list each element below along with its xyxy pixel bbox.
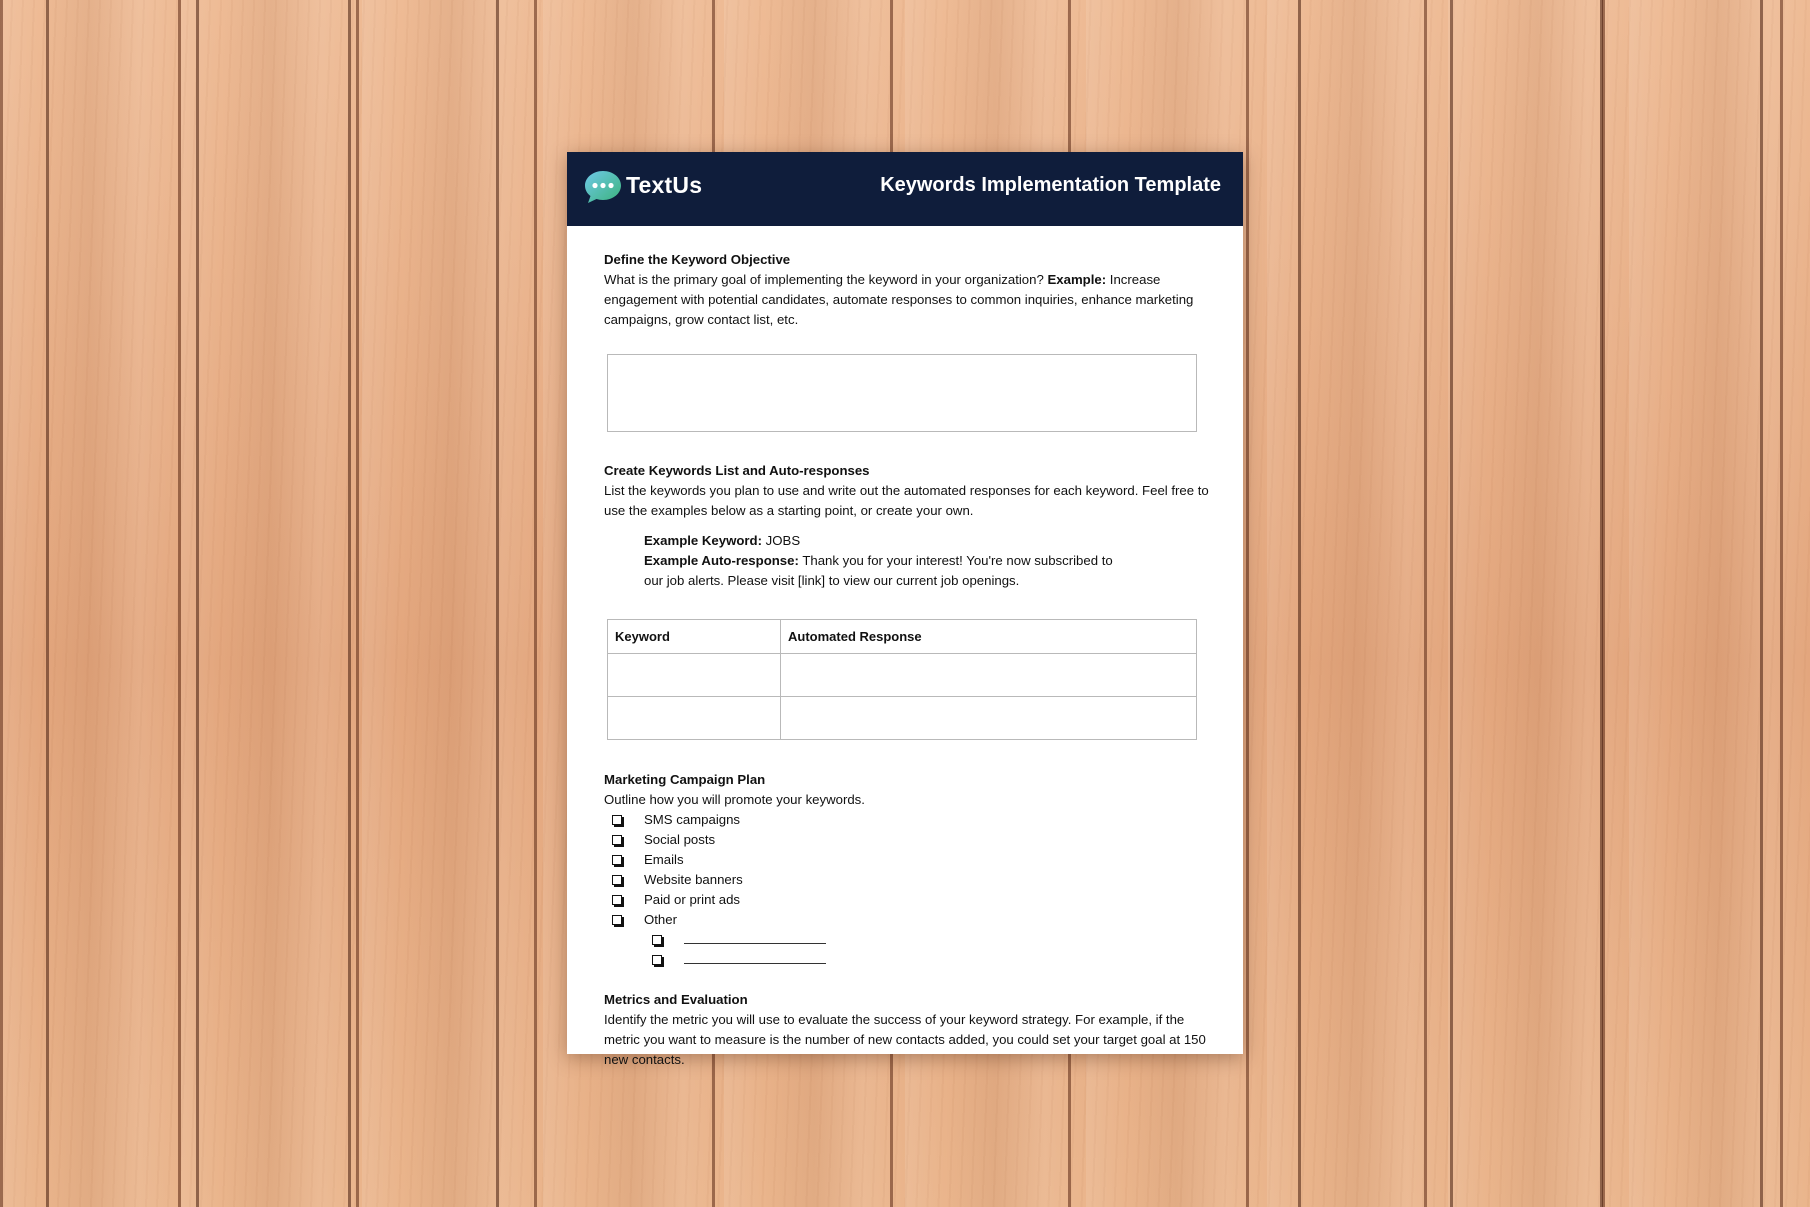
list-item (604, 910, 1210, 930)
section-desc-metrics: Identify the metric you will use to evaluate the success of your keyword strategy. For example, if the metric you want to measure is the number of new contacts added, you could set your target goal at 150 new contacts. (604, 1012, 1206, 1067)
checkbox-icon[interactable] (612, 855, 622, 865)
example-keyword-value: JOBS (765, 533, 801, 548)
list-item (604, 950, 1210, 970)
chat-bubble-icon (584, 170, 622, 204)
table-row (608, 697, 1197, 740)
other-sublist (604, 930, 1210, 970)
blank-fill-line[interactable] (684, 931, 826, 944)
wood-plank-seam (1600, 0, 1603, 1207)
list-item (604, 810, 1210, 830)
desc-text: Increase engagement with potential candidates, automate responses to common inquiries, enhance marketing campaigns, grow contact list, etc. (604, 272, 1194, 327)
list-item (604, 830, 1210, 850)
checkbox-icon[interactable] (612, 815, 622, 825)
wood-plank-seam (1760, 0, 1763, 1207)
desc-bold: Example: (1047, 272, 1107, 287)
example-keyword (644, 531, 1114, 551)
document-page (567, 152, 1243, 1067)
list-item-label: Social posts (644, 832, 716, 847)
wood-plank-seam (196, 0, 199, 1207)
section-title-marketing: Marketing Campaign Plan (604, 772, 766, 787)
section-desc-keywords: List the keywords you plan to use and write out the automated responses for each keyword. Feel free to use the examples below as a starting point, or create your own. (604, 483, 1209, 518)
checkbox-icon[interactable] (612, 835, 622, 845)
list-item (604, 850, 1210, 870)
example-keyword-label: Example Keyword: (644, 533, 762, 548)
blank-fill-line[interactable] (684, 951, 826, 964)
checkbox-icon[interactable] (612, 875, 622, 885)
table-row (608, 654, 1197, 697)
document-header (567, 152, 1243, 226)
keyword-cell[interactable] (608, 697, 781, 740)
brand-logo-text: TextUs (626, 172, 703, 198)
document-title: Keywords Implementation Template (880, 174, 1221, 196)
section-desc-objective (604, 270, 1210, 330)
wood-plank-seam (46, 0, 49, 1207)
document-content (604, 250, 1210, 1070)
marketing-checklist (604, 810, 1210, 930)
wood-plank-seam (1298, 0, 1301, 1207)
list-item-label: Other (644, 912, 677, 927)
list-item (604, 930, 1210, 950)
checkbox-icon[interactable] (612, 915, 622, 925)
example-response-value: Thank you for your interest! You're now subscribed to our job alerts. Please visit [link] to view our current job openings. (644, 553, 1113, 588)
section-title-objective: Define the Keyword Objective (604, 252, 791, 267)
wood-plank-seam (348, 0, 351, 1207)
list-item-label: Emails (644, 852, 684, 867)
example-block (644, 531, 1114, 591)
checkbox-icon[interactable] (652, 935, 662, 945)
column-header-keyword: Keyword (608, 620, 781, 654)
section-title-metrics: Metrics and Evaluation (604, 992, 748, 1007)
response-cell[interactable] (781, 697, 1197, 740)
column-header-automated-response: Automated Response (781, 620, 1197, 654)
list-item-label: SMS campaigns (644, 812, 741, 827)
list-item-label: Website banners (644, 872, 743, 887)
objective-answer-box[interactable] (607, 354, 1197, 432)
wood-plank-seam (1450, 0, 1453, 1207)
list-item-label: Paid or print ads (644, 892, 741, 907)
keyword-table (607, 619, 1197, 740)
desc-text: What is the primary goal of implementing the keyword in your organization? (604, 272, 1044, 287)
response-cell[interactable] (781, 654, 1197, 697)
list-item (604, 890, 1210, 910)
wood-plank-seam (496, 0, 499, 1207)
example-response-label: Example Auto-response: (644, 553, 799, 568)
checkbox-icon[interactable] (652, 955, 662, 965)
example-response (644, 551, 1114, 591)
table-header-row (608, 620, 1197, 654)
section-title-keywords: Create Keywords List and Auto-responses (604, 463, 870, 478)
checkbox-icon[interactable] (612, 895, 622, 905)
section-desc-marketing: Outline how you will promote your keywords. (604, 792, 865, 807)
list-item (604, 870, 1210, 890)
keyword-cell[interactable] (608, 654, 781, 697)
